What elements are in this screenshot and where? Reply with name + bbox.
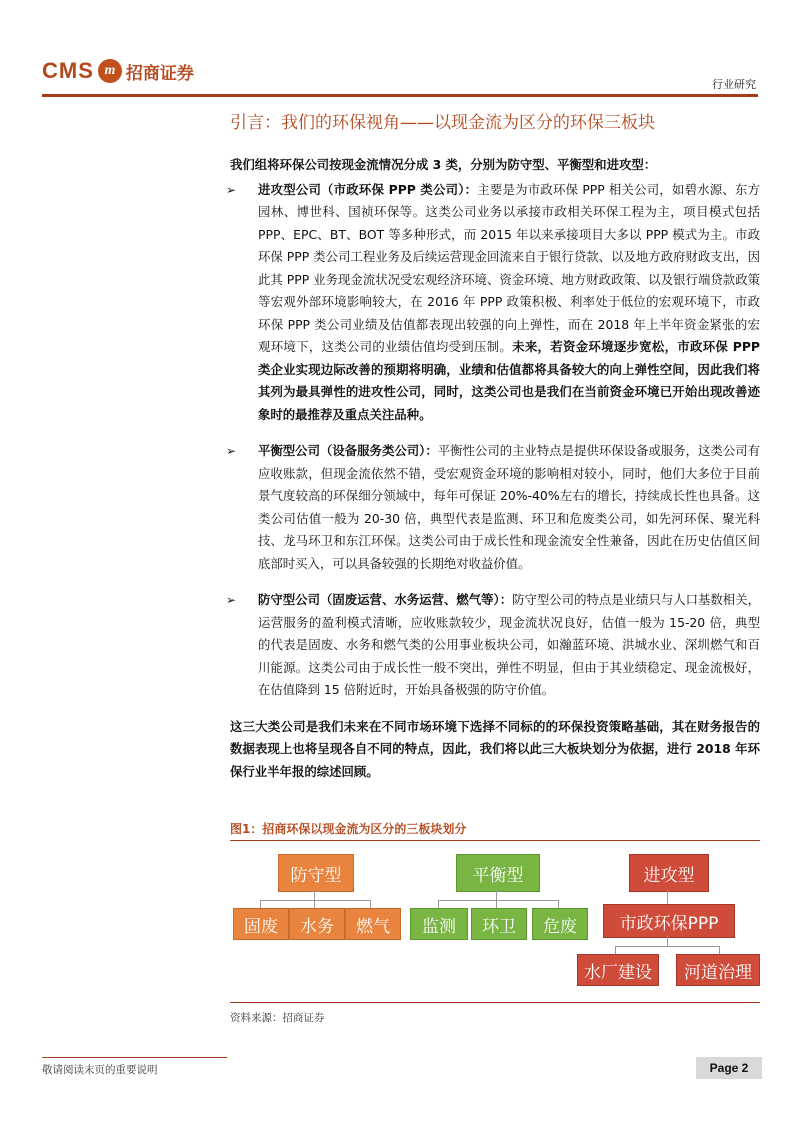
connector: [615, 946, 616, 954]
item-body: 平衡性公司的主业特点是提供环保设备或服务，这类公司有应收账款，但现金流依然不错，受宏观资金环境的影响相对较小，同时，他们大多位于目前景气度较高的环保细分领域中，每年可保证 20%-40%左右的增长，持续成长性也具备。这类公司估值一般为 20-30 倍，典型代表是监测、环卫和危废类公司，如先河环保、聚光科技、龙马环卫和东江环保。这类公司由于成长性和现金流安全性兼备，因此在历史估值区间底部时买入，可以具备较强的长期绝对收益价值。: [258, 443, 760, 571]
child-box-river-management: 河道治理: [676, 954, 760, 986]
defensive-box: 防守型: [278, 854, 354, 892]
item-emphasis: 未来，若资金环境逐步宽松，市政环保 PPP 类企业实现边际改善的预期将明确，业绩和估值都将具备较大的向上弹性空间，因此我们将其列为最具弹性的进攻性公司，同时，这类公司也是我们在当前资金环境已开始出现改善迹象时的最推荐及重点关注品种。: [258, 339, 760, 422]
connector: [667, 936, 668, 946]
brand-name: 招商证券: [125, 63, 194, 84]
section-title: 引言：我们的环保视角——以现金流为区分的环保三板块: [230, 113, 655, 133]
item-heading: 平衡型公司（设备服务类公司）：: [258, 443, 438, 458]
child-box-hazardous-waste: 危废: [532, 908, 588, 940]
arrow-bullet-icon: ➢: [226, 593, 237, 607]
connector: [667, 890, 668, 904]
figure-rule-bottom: [230, 1002, 760, 1003]
arrow-bullet-icon: ➢: [226, 182, 237, 197]
figure-source: 资料来源：招商证券: [230, 1012, 325, 1024]
connector: [370, 900, 371, 908]
child-box-gas: 燃气: [345, 908, 401, 940]
connector: [260, 900, 261, 908]
connector: [314, 890, 315, 900]
child-box-monitoring: 监测: [410, 908, 468, 940]
list-item-balanced: [226, 440, 760, 575]
balanced-box: 平衡型: [456, 854, 540, 892]
municipal-ppp-box: 市政环保PPP: [603, 904, 735, 938]
summary-paragraph: 这三大类公司是我们未来在不同市场环境下选择不同标的的环保投资策略基础，其在财务报告的数据表现上也将呈现各自不同的特点，因此，我们将以此三大板块划分为依据，进行 2018 年环保行业半年报的综述回顾。: [230, 718, 760, 779]
child-box-water-plant: 水厂建设: [577, 954, 659, 986]
page-number: Page 2: [696, 1057, 762, 1079]
brand-logo: [42, 58, 194, 84]
connector: [496, 890, 497, 900]
item-body: 防守型公司的特点是业绩只与人口基数相关，运营服务的盈利模式清晰，应收账款较少，现金流状况良好，估值一般为 15-20 倍，典型的代表是固废、水务和燃气类的公用事业板块公司，如瀚蓝环境、洪城水业、深圳燃气和百川能源。这类公司由于成长性一般不突出，弹性不明显，但由于其业绩稳定、现金流极好，在估值降到 15 倍附近时，开始具备极强的防守价值。: [258, 592, 760, 697]
connector: [314, 900, 315, 908]
page-header: [42, 58, 758, 98]
connector: [615, 946, 719, 947]
logo-mark-icon: m: [98, 59, 122, 83]
connector: [496, 900, 497, 908]
list-item-aggressive: [226, 179, 761, 427]
arrow-bullet-icon: ➢: [226, 444, 237, 458]
connector: [260, 900, 370, 901]
connector: [438, 900, 439, 908]
child-box-water: 水务: [289, 908, 345, 940]
footer-note: 敬请阅读末页的重要说明: [42, 1064, 158, 1076]
connector: [558, 900, 559, 908]
list-item-defensive: [226, 589, 760, 702]
connector: [719, 946, 720, 954]
connector: [438, 900, 558, 901]
child-box-solid-waste: 固废: [233, 908, 289, 940]
logo-text: CMS: [42, 58, 94, 83]
body-content: [226, 154, 761, 783]
item-heading: 防守型公司（固废运营、水务运营、燃气等）：: [258, 592, 513, 607]
report-category: 行业研究: [712, 78, 756, 91]
item-body: 主要是为市政环保 PPP 相关公司，如碧水源、东方园林、博世科、国祯环保等。这类公司业务以承接市政相关环保工程为主，项目模式包括 PPP、EPC、BT、BOT 等多种形式，而 2015 年以来承接项目大多以 PPP 模式为主。市政环保 PPP 类公司工程业务及后续运营现金回流来自于银行贷款、以及地方政府财政支出，因此其 PPP 业务现金流状况受宏观经济环境、资金环境、地方财政政策、以及银行端贷款政策等宏观外部环境影响较大，在 2016 年 PPP 政策积极、利率处于低位的宏观环境下，市政环保 PPP 类公司业绩及估值都表现出较强的向上弹性，而在 2018 年上半年资金紧张的宏观环境下，这类公司的业绩估值均受到压制。: [258, 181, 761, 354]
footer-divider: [42, 1057, 227, 1058]
intro-paragraph: 我们组将环保公司按现金流情况分成 3 类，分别为防守型、平衡型和进攻型：: [230, 157, 657, 172]
item-heading: 进攻型公司（市政环保 PPP 类公司）：: [258, 181, 478, 197]
figure-rule-top: [230, 840, 760, 841]
aggressive-box: 进攻型: [629, 854, 709, 892]
header-divider: [42, 94, 758, 97]
child-box-sanitation: 环卫: [471, 908, 527, 940]
figure-title: 图1：招商环保以现金流为区分的三板块划分: [230, 822, 467, 836]
